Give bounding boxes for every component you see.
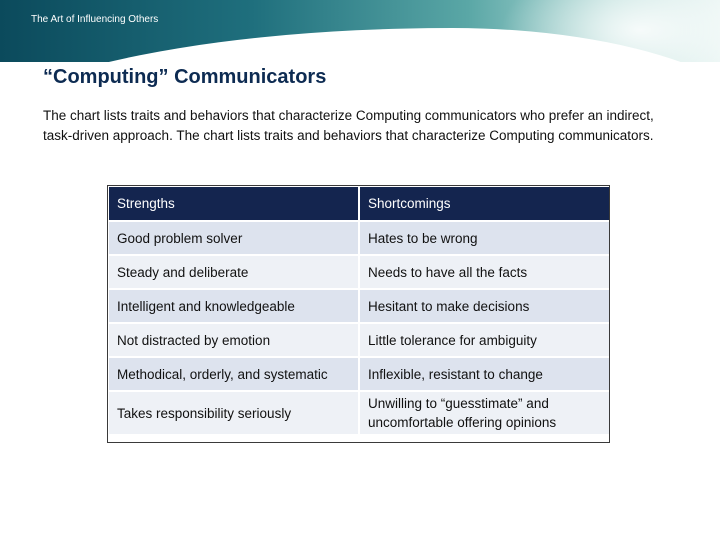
strength-cell: Intelligent and knowledgeable xyxy=(108,289,359,323)
shortcoming-cell: Little tolerance for ambiguity xyxy=(359,323,611,357)
header-strengths: Strengths xyxy=(108,186,359,221)
strength-cell: Methodical, orderly, and systematic xyxy=(108,357,359,391)
table-row xyxy=(108,221,611,255)
header-band xyxy=(0,0,720,62)
strength-cell: Takes responsibility seriously xyxy=(108,391,359,435)
presentation-title: The Art of Influencing Others xyxy=(31,14,159,25)
table-row xyxy=(108,391,611,435)
strength-cell: Steady and deliberate xyxy=(108,255,359,289)
shortcoming-cell: Hesitant to make decisions xyxy=(359,289,611,323)
shortcoming-cell: Unwilling to “guesstimate” and uncomfortable offering opinions xyxy=(359,391,611,435)
table-row xyxy=(108,289,611,323)
slide-description: The chart lists traits and behaviors that characterize Computing communicators who prefer an indirect, task-driven approach. The chart lists traits and behaviors that characterize Computing communicators. xyxy=(43,108,654,143)
strength-cell: Not distracted by emotion xyxy=(108,323,359,357)
traits-table xyxy=(107,185,612,436)
table-row xyxy=(108,255,611,289)
table-row xyxy=(108,357,611,391)
header-shortcomings: Shortcomings xyxy=(359,186,611,221)
table-header-row xyxy=(108,186,611,221)
slide-title: “Computing” Communicators xyxy=(43,66,327,88)
table-row xyxy=(108,323,611,357)
shortcoming-cell: Hates to be wrong xyxy=(359,221,611,255)
strength-cell: Good problem solver xyxy=(108,221,359,255)
shortcoming-cell: Needs to have all the facts xyxy=(359,255,611,289)
shortcoming-cell: Inflexible, resistant to change xyxy=(359,357,611,391)
